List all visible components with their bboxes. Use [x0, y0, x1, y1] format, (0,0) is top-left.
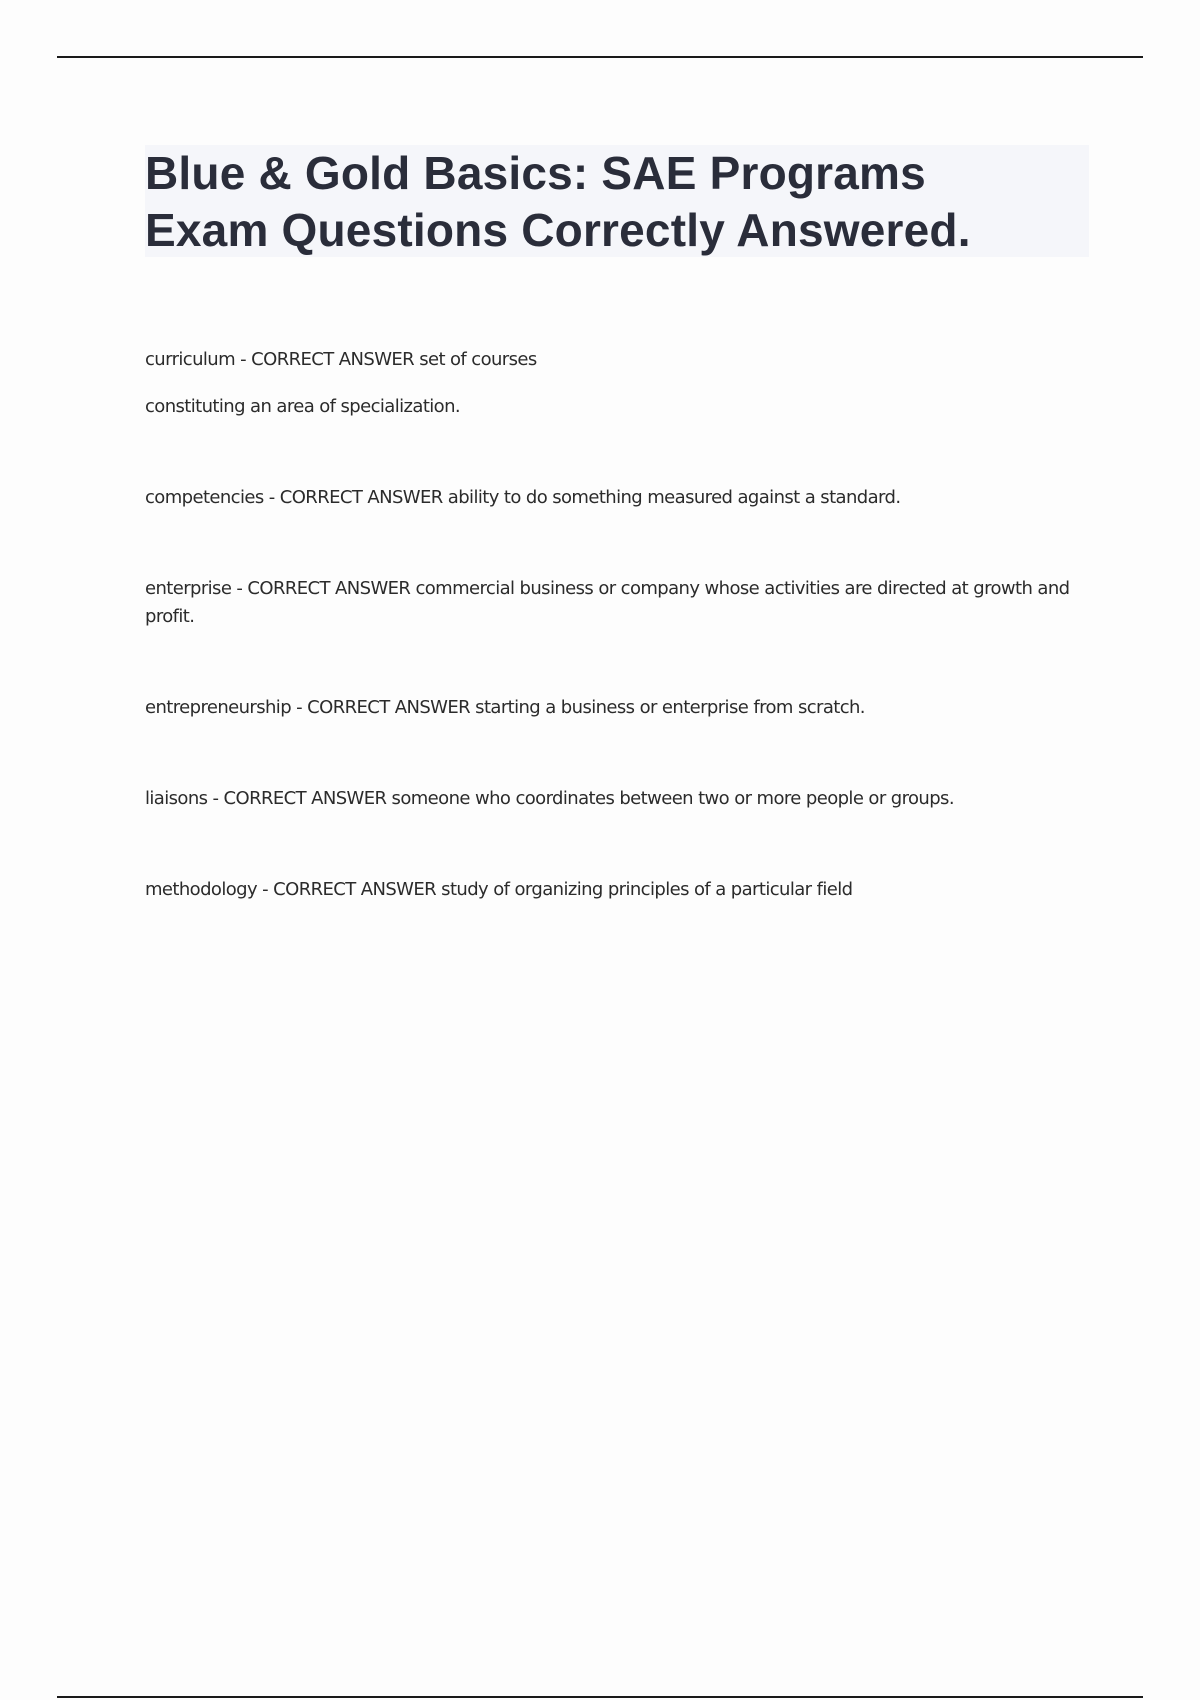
title-block [145, 145, 1089, 257]
qa-entry-text: methodology - CORRECT ANSWER study of organizing principles of a particular field [145, 879, 853, 900]
page-title-line-2: Exam Questions Correctly Answered. [145, 204, 971, 256]
qa-entry-text: enterprise - CORRECT ANSWER commercial business or company whose activities are directed at growth and profit. [145, 578, 1070, 627]
qa-entry-text: curriculum - CORRECT ANSWER set of courses [145, 349, 537, 370]
qa-entry-entrepreneurship [145, 694, 1090, 722]
qa-entry-curriculum-continued [145, 393, 1090, 421]
qa-entry-methodology [145, 876, 1090, 904]
bottom-rule [57, 1696, 1143, 1698]
qa-entry-curriculum [145, 346, 1090, 374]
qa-entry-competencies [145, 484, 1090, 512]
qa-entry-text: constituting an area of specialization. [145, 396, 461, 417]
qa-entry-text: competencies - CORRECT ANSWER ability to do something measured against a standard. [145, 487, 901, 508]
top-rule [57, 56, 1143, 58]
page-title-line-1: Blue & Gold Basics: SAE Programs [145, 147, 926, 199]
qa-entry-enterprise [145, 575, 1090, 631]
qa-entry-text: liaisons - CORRECT ANSWER someone who coordinates between two or more people or groups. [145, 788, 954, 809]
qa-entry-text: entrepreneurship - CORRECT ANSWER starting a business or enterprise from scratch. [145, 697, 865, 718]
qa-entry-liaisons [145, 785, 1090, 813]
